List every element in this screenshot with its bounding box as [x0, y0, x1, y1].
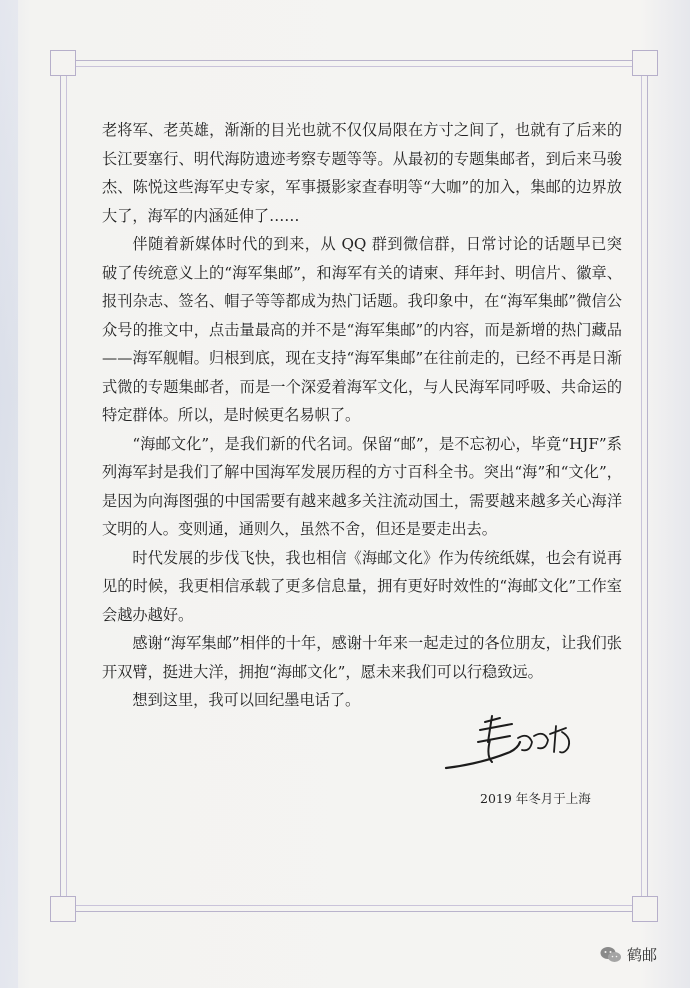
watermark-text: 鹤邮 [627, 946, 658, 964]
wechat-watermark [600, 944, 657, 965]
paragraph: 时代发展的步伐飞快，我也相信《海邮文化》作为传统纸媒，也会有说再见的时候，我更相信承载了更多信息量，拥有更好时效性的“海邮文化”工作室会越办越好。 [102, 548, 622, 624]
left-edge-shadow [0, 0, 18, 988]
border-corner [632, 50, 658, 76]
date-line: 2019 年冬月于上海 [480, 791, 591, 806]
border-corner [632, 896, 658, 922]
handwritten-signature [440, 712, 600, 782]
article-body [102, 116, 622, 715]
paragraph: “海邮文化”，是我们新的代名词。保留“邮”，是不忘初心，毕竟“HJF”系列海军封是我们了解中国海军发展历程的方寸百科全书。突出“海”和“文化”，是因为向海图强的中国需要有越来越多关注流动国土，需要越来越多关心海洋文明的人。变则通，通则久，虽然不舍，但还是要走出去。 [102, 434, 622, 538]
border-corner [50, 50, 76, 76]
paragraph: 伴随着新媒体时代的到来，从 QQ 群到微信群，日常讨论的话题早已突破了传统意义上的“海军集邮”，和海军有关的请柬、拜年封、明信片、徽章、报刊杂志、签名、帽子等等都成为热门话题。我印象中，在“海军集邮”微信公众号的推文中，点击量最高的并不是“海军集邮”的内容，而是新增的热门藏品——海军舰帽。归根到底，现在支持“海军集邮”在往前走的，已经不再是日渐式微的专题集邮者，而是一个深爱着海军文化，与人民海军同呼吸、共命运的特定群体。所以，是时候更名易帜了。 [102, 235, 622, 424]
wechat-icon [600, 946, 622, 964]
border-corner [50, 896, 76, 922]
paragraph: 想到这里，我可以回纪墨电话了。 [132, 691, 361, 709]
paragraph: 老将军、老英雄，渐渐的目光也就不仅仅局限在方寸之间了，也就有了后来的长江要塞行、明代海防遗迹考察专题等等。从最初的专题集邮者，到后来马骏杰、陈悦这些海军史专家，军事摄影家查春明等“大咖”的加入，集邮的边界放大了，海军的内涵延伸了…… [102, 121, 622, 225]
paragraph: 感谢“海军集邮”相伴的十年，感谢十年来一起走过的各位朋友，让我们张开双臂，挺进大洋，拥抱“海邮文化”，愿未来我们可以行稳致远。 [102, 634, 622, 681]
